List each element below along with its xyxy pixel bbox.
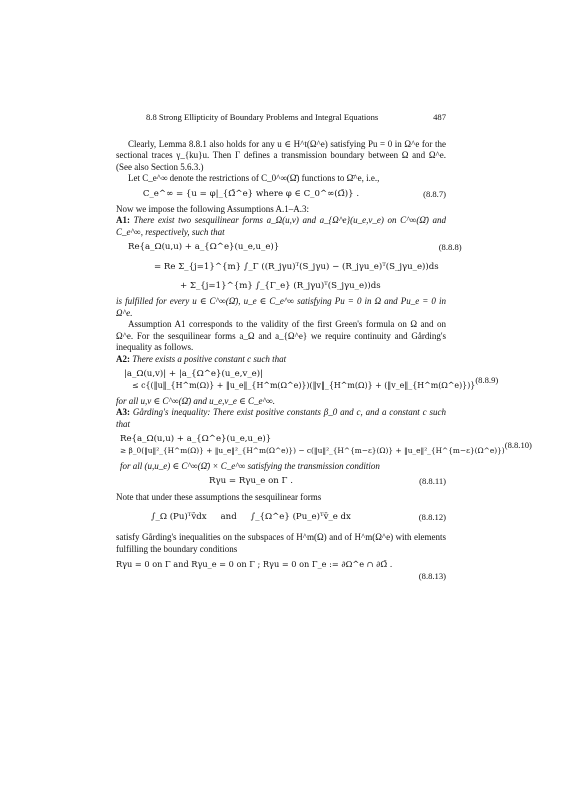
equation-8-8-13 bbox=[116, 559, 446, 582]
equation-8-8-11 bbox=[116, 476, 446, 487]
assumption-a1-tail: is fulfilled for every u ∈ C^∞(Ω̄), u_e ∈ C_e^∞ satisfying Pu = 0 in Ω and Pu_e = 0 in Ω^e. bbox=[116, 296, 446, 318]
equation-number: (8.8.9) bbox=[475, 374, 499, 385]
equation-8-8-8 bbox=[116, 242, 462, 292]
equation-line: Re{a_Ω(u,u) + a_{Ω^e}(u_e,u_e)} bbox=[128, 242, 280, 253]
assumption-label: A1: bbox=[116, 215, 130, 226]
running-header bbox=[146, 112, 446, 122]
integral-left: ∫_Ω (Pu)ᵀv̄dx bbox=[151, 511, 207, 522]
paragraph-1: Clearly, Lemma 8.8.1 also holds for any u ∈ H^t(Ω^e) satisfying Pu = 0 in Ω^e for the sectional traces γ_{ku}u. Then Γ defines a transmission boundary between Ω and Ω^e. (See also Section 5.6.3.) bbox=[116, 139, 446, 172]
section-title: 8.8 Strong Ellipticity of Boundary Problems and Integral Equations bbox=[146, 112, 379, 122]
equation-number: (8.8.12) bbox=[418, 511, 446, 522]
paragraph-6: satisfy Gårding's inequalities on the subspaces of H^m(Ω) and of H^m(Ω^e) with elements fulfilling the boundary conditions bbox=[116, 532, 446, 554]
paragraph-4: Assumption A1 corresponds to the validity of the first Green's formula on Ω and on Ω^e. For the sesquilinear forms a_Ω and a_{Ω^e} we require continuity and Gårding's inequality as follows. bbox=[116, 319, 446, 353]
equation-line: Re{a_Ω(u,u) + a_{Ω^e}(u_e,u_e)} bbox=[120, 433, 272, 444]
equation-line: |a_Ω(u,v)| + |a_{Ω^e}(u_e,v_e)| bbox=[124, 368, 263, 379]
assumption-label: A2: bbox=[116, 353, 130, 364]
equation-number: (8.8.10) bbox=[504, 439, 532, 450]
equation-line: ≥ β_0(‖u‖²_{H^m(Ω)} + ‖u_e‖²_{H^m(Ω^e)}) − c(‖u‖²_{H^{m−ε}(Ω)} + ‖u_e‖²_{H^{m−ε}(Ω^e)}) bbox=[120, 446, 505, 456]
assumption-a3-tail: for all (u,u_e) ∈ C^∞(Ω̄) × C_e^∞ satisfying the transmission condition bbox=[120, 460, 380, 471]
page-body bbox=[116, 139, 532, 586]
equation-body: Rγu = 0 on Γ and Rγu_e = 0 on Γ ; Rγu = 0 on Γ_e := ∂Ω^e ∩ ∂Ω̄ . bbox=[116, 559, 393, 570]
assumption-text: Gårding's inequality: There exist positive constants β_0 and c, and a constant c such that bbox=[116, 407, 447, 429]
assumption-a1 bbox=[116, 215, 446, 238]
equation-number: (8.8.11) bbox=[419, 476, 446, 487]
paragraph-2: Let C_e^∞ denote the restrictions of C_0^∞(Ω̄) functions to Ω̄^e, i.e., bbox=[128, 173, 380, 184]
assumption-a2 bbox=[116, 354, 446, 365]
assumption-a2-tail: for all u,v ∈ C^∞(Ω̄) and u_e,v_e ∈ C_e^∞. bbox=[116, 395, 275, 406]
equation-8-8-7 bbox=[116, 189, 446, 200]
paragraph-3: Now we impose the following Assumptions A.1–A.3: bbox=[116, 204, 309, 215]
paragraph-5: Note that under these assumptions the sesquilinear forms bbox=[116, 491, 322, 502]
equation-line: + Σ_{j=1}^{m} ∫_{Γ_e} (R_jγu)ᵀ(S_jγu_e))ds bbox=[180, 281, 381, 292]
equation-body: Rγu = Rγu_e on Γ . bbox=[209, 476, 293, 487]
integral-right: ∫_{Ω^e} (Pu_e)ᵀv̄_e dx bbox=[250, 511, 351, 522]
equation-8-8-10 bbox=[116, 433, 532, 457]
equation-line: = Re Σ_{j=1}^{m} ∫_Γ ((R_jγu)ᵀ(S_jγu) − (R_jγu_e)ᵀ(S_jγu_e))ds bbox=[154, 261, 439, 272]
assumption-label: A3: bbox=[116, 407, 130, 418]
page-number: 487 bbox=[433, 112, 446, 122]
assumption-text: There exist two sesquilinear forms a_Ω(u,v) and a_{Ω^e}(u_e,v_e) on C^∞(Ω̄) and C_e^∞, respectively, such that bbox=[116, 215, 447, 237]
assumption-text: There exists a positive constant c such that bbox=[132, 353, 287, 364]
equation-number: (8.8.7) bbox=[423, 188, 446, 199]
equation-8-8-9 bbox=[116, 368, 499, 392]
conjunction: and bbox=[220, 511, 237, 522]
equation-line: ≤ c{(‖u‖_{H^m(Ω)} + ‖u_e‖_{H^m(Ω^e)})(‖v‖_{H^m(Ω)} + (‖v_e‖_{H^m(Ω^e)})} bbox=[132, 381, 476, 391]
equation-body: C_e^∞ = {u = φ|_{Ω̄^e} where φ ∈ C_0^∞(Ω̄)} . bbox=[142, 188, 360, 199]
assumption-a3 bbox=[116, 407, 446, 430]
equation-number: (8.8.8) bbox=[438, 242, 462, 253]
equation-8-8-12 bbox=[116, 512, 446, 523]
equation-number: (8.8.13) bbox=[418, 570, 446, 581]
